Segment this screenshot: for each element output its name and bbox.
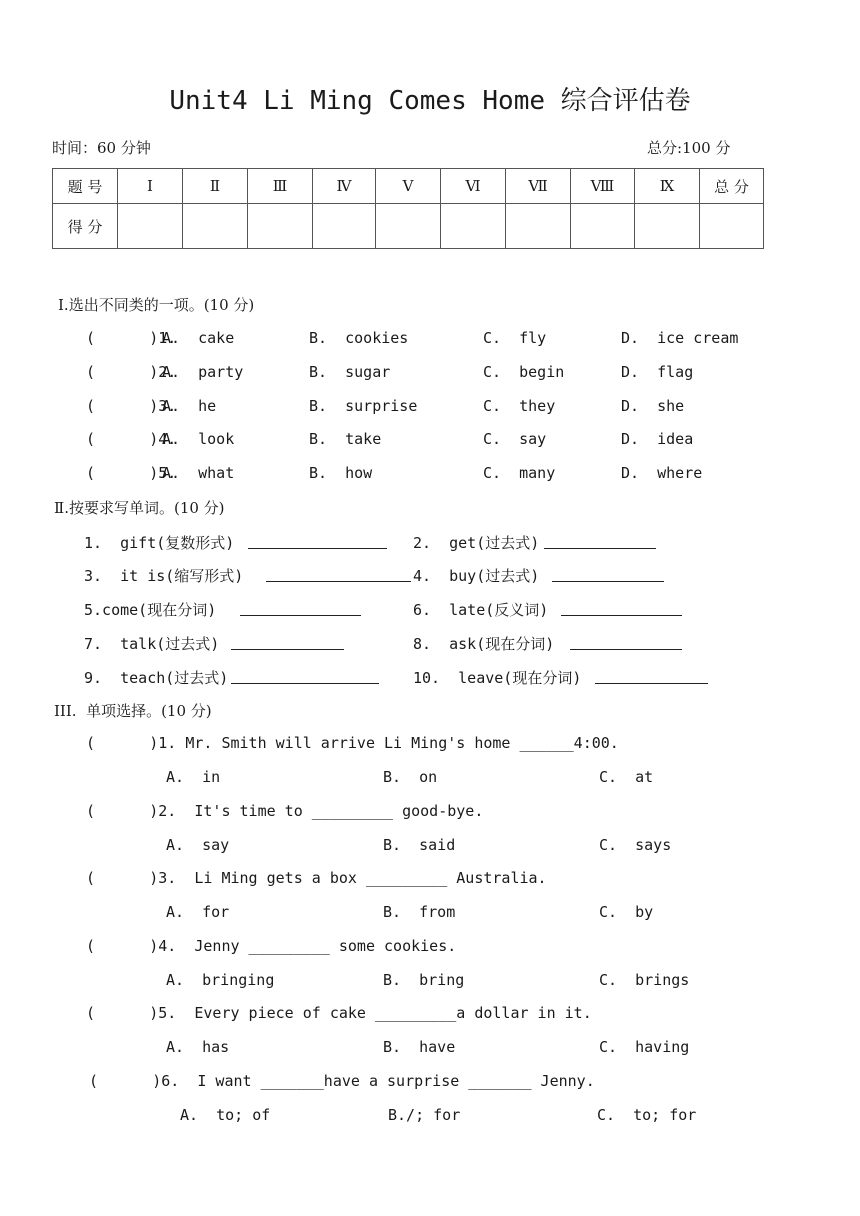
answer-blank[interactable]	[561, 615, 682, 616]
score-cell[interactable]	[118, 204, 183, 249]
header-cell: Ⅵ	[441, 169, 506, 204]
question-text: ( )4. Jenny _________ some cookies.	[86, 937, 457, 955]
option-c: C. by	[599, 903, 654, 921]
section-2-heading: Ⅱ.按要求写单词。(10 分)	[54, 499, 225, 517]
header-cell: Ⅱ	[183, 169, 248, 204]
header-cell: Ⅳ	[313, 169, 376, 204]
section-3-heading: III. 单项选择。(10 分)	[54, 702, 212, 720]
question-text: ( )6. I want _______have a surprise _______ Jenny.	[89, 1072, 595, 1090]
question-text: ( )1. Mr. Smith will arrive Li Ming's home ______4:00.	[86, 734, 619, 752]
option-d: D. flag	[621, 363, 694, 381]
score-cell[interactable]	[376, 204, 441, 249]
option-a: A. say	[166, 836, 230, 854]
option-b: B. sugar	[309, 363, 391, 381]
word-prompt: 4. buy(过去式)	[413, 567, 540, 585]
total-score-label: 总分:100 分	[647, 139, 731, 157]
answer-blank[interactable]	[595, 683, 708, 684]
word-prompt: 6. late(反义词)	[413, 601, 549, 619]
header-cell: 总 分	[700, 169, 764, 204]
score-cell[interactable]	[635, 204, 700, 249]
question-text: ( )2. It's time to _________ good-bye.	[86, 802, 484, 820]
question-number: ( )4.	[86, 430, 177, 448]
score-cell[interactable]	[313, 204, 376, 249]
option-a: A. he	[162, 397, 217, 415]
option-c: C. having	[599, 1038, 690, 1056]
score-table-score-row	[53, 204, 764, 249]
option-a: A. in	[166, 768, 221, 786]
score-cell[interactable]	[248, 204, 313, 249]
score-cell[interactable]	[506, 204, 571, 249]
word-prompt: 5.come(现在分词)	[84, 601, 217, 619]
word-prompt: 1. gift(复数形式)	[84, 534, 235, 552]
option-a: A. what	[162, 464, 235, 482]
option-b: B. how	[309, 464, 373, 482]
section-1-heading: Ⅰ.选出不同类的一项。(10 分)	[58, 296, 255, 314]
option-a: A. has	[166, 1038, 230, 1056]
word-prompt: 7. talk(过去式)	[84, 635, 220, 653]
option-c: C. fly	[483, 329, 547, 347]
score-cell[interactable]	[700, 204, 764, 249]
question-number: ( )1.	[86, 329, 177, 347]
page-title: Unit4 Li Ming Comes Home 综合评估卷	[169, 86, 691, 116]
score-row-label: 得 分	[53, 204, 118, 249]
option-c: C. begin	[483, 363, 565, 381]
score-cell[interactable]	[441, 204, 506, 249]
word-prompt: 10. leave(现在分词)	[413, 669, 582, 687]
word-prompt: 8. ask(现在分词)	[413, 635, 555, 653]
option-b: B. bring	[383, 971, 465, 989]
header-cell: Ⅲ	[248, 169, 313, 204]
option-c: C. say	[483, 430, 547, 448]
answer-blank[interactable]	[570, 649, 682, 650]
option-d: D. she	[621, 397, 685, 415]
option-a: A. party	[162, 363, 244, 381]
option-a: A. to; of	[180, 1106, 271, 1124]
score-table-header-row	[53, 169, 764, 204]
header-cell: Ⅷ	[571, 169, 635, 204]
option-b: B. surprise	[309, 397, 418, 415]
option-b: B./; for	[388, 1106, 461, 1124]
header-cell: Ⅶ	[506, 169, 571, 204]
word-prompt: 3. it is(缩写形式)	[84, 567, 244, 585]
option-b: B. from	[383, 903, 456, 921]
score-cell[interactable]	[183, 204, 248, 249]
option-b: B. on	[383, 768, 438, 786]
score-cell[interactable]	[571, 204, 635, 249]
question-number: ( )5.	[86, 464, 177, 482]
question-text: ( )3. Li Ming gets a box _________ Australia.	[86, 869, 547, 887]
answer-blank[interactable]	[231, 649, 344, 650]
option-c: C. to; for	[597, 1106, 697, 1124]
option-c: C. at	[599, 768, 654, 786]
option-c: C. brings	[599, 971, 690, 989]
question-text: ( )5. Every piece of cake _________a dollar in it.	[86, 1004, 592, 1022]
header-cell: Ⅴ	[376, 169, 441, 204]
option-d: D. where	[621, 464, 703, 482]
option-c: C. many	[483, 464, 556, 482]
question-number: ( )3.	[86, 397, 177, 415]
answer-blank[interactable]	[248, 548, 387, 549]
option-a: A. for	[166, 903, 230, 921]
header-cell: 题 号	[53, 169, 118, 204]
header-cell: Ⅰ	[118, 169, 183, 204]
header-cell: Ⅸ	[635, 169, 700, 204]
word-prompt: 9. teach(过去式)	[84, 669, 229, 687]
option-a: A. look	[162, 430, 235, 448]
answer-blank[interactable]	[266, 581, 411, 582]
option-b: B. said	[383, 836, 456, 854]
option-a: A. bringing	[166, 971, 275, 989]
option-b: B. take	[309, 430, 382, 448]
answer-blank[interactable]	[552, 581, 664, 582]
time-label: 时间：60 分钟	[52, 139, 151, 157]
question-number: ( )2.	[86, 363, 177, 381]
word-prompt: 2. get(过去式)	[413, 534, 540, 552]
answer-blank[interactable]	[231, 683, 379, 684]
answer-blank[interactable]	[544, 548, 656, 549]
option-a: A. cake	[162, 329, 235, 347]
option-d: D. ice cream	[621, 329, 739, 347]
option-c: C. says	[599, 836, 672, 854]
option-b: B. cookies	[309, 329, 409, 347]
answer-blank[interactable]	[240, 615, 361, 616]
option-d: D. idea	[621, 430, 694, 448]
option-b: B. have	[383, 1038, 456, 1056]
score-table	[52, 168, 764, 249]
option-c: C. they	[483, 397, 556, 415]
